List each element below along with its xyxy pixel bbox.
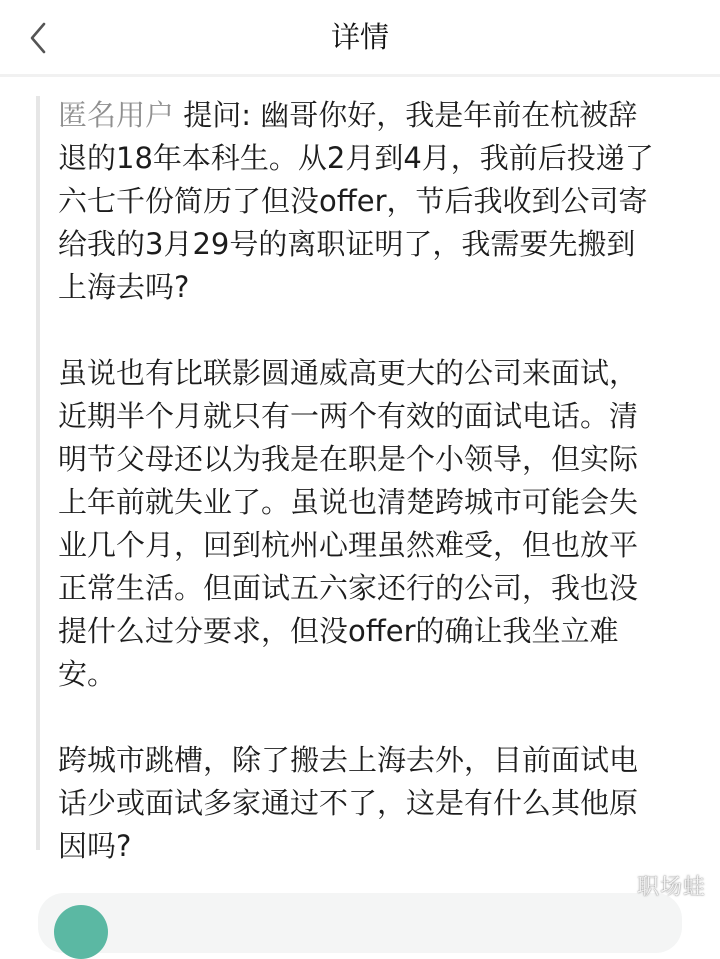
question-paragraph-2: 虽说也有比联影圆通威高更大的公司来面试， 近期半个月就只有一两个有效的面试电话。清 明节父母还以为我是在职是个小领导，但实际 上年前就失业了。虽说也清楚跨城市可能会失 业几个月，回到杭州心理虽然难受，但也放平 正常生活。但面试五六家还行的公司，我也没 提什么过分要求，但没offer的确让我坐立难 安。	[58, 356, 639, 691]
watermark: 职场蛙	[636, 875, 706, 900]
anonymous-user-label[interactable]: 匿名用户	[58, 98, 175, 132]
avatar[interactable]	[54, 905, 108, 959]
answer-card[interactable]	[38, 893, 682, 953]
question-paragraph-1	[58, 94, 698, 309]
nav-divider	[0, 74, 720, 77]
top-nav-bar	[0, 0, 720, 74]
question-paragraph-3: 跨城市跳槽，除了搬去上海去外，目前面试电 话少或面试多家通过不了，这是有什么其他原 因吗?	[58, 743, 639, 863]
question-body	[58, 94, 698, 868]
quote-bar	[36, 96, 40, 850]
page-title: 详情	[330, 20, 389, 54]
question-text-1: 提问: 幽哥你好，我是年前在杭被辞 退的18年本科生。从2月到4月，我前后投递了 六七千份简历了但没offer，节后我收到公司寄 给我的3月29号的离职证明了，我需要先搬到 上海去吗?	[58, 98, 654, 304]
